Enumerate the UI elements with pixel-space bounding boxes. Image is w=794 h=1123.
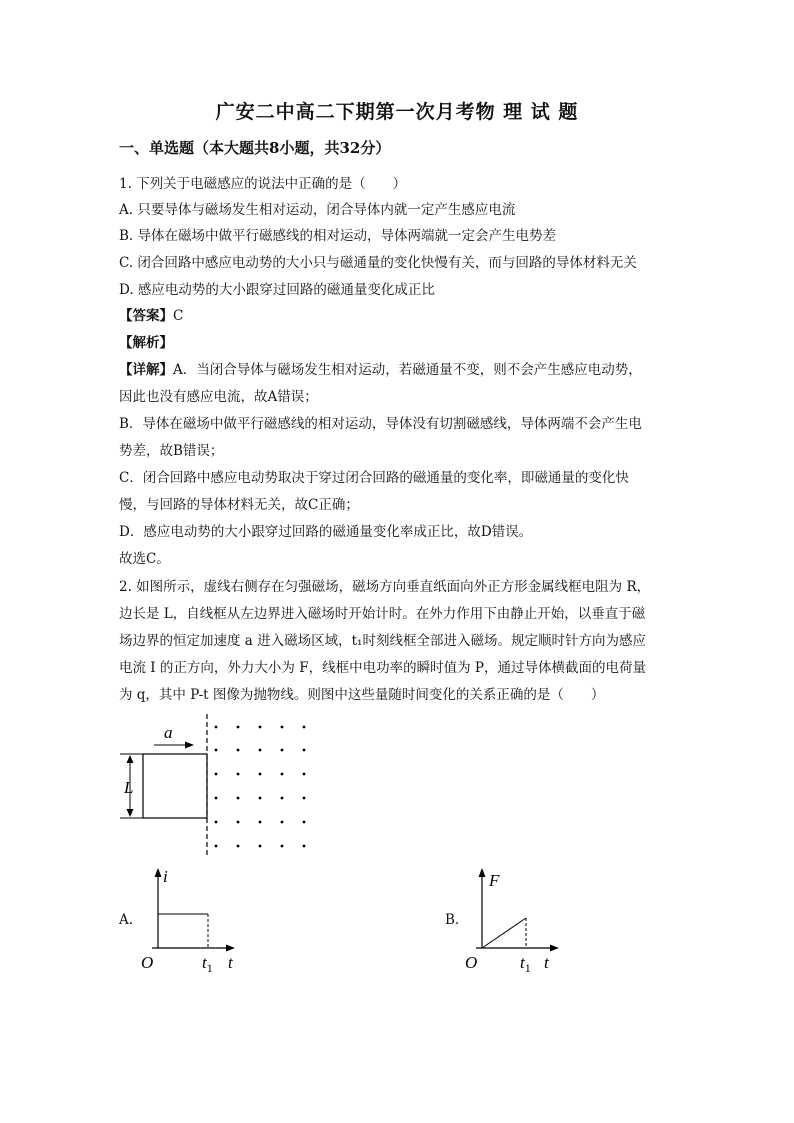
q2-stem-5: 为 q，其中 P-t 图像为抛物线。则图中这些量随时间变化的关系正确的是（ ） — [119, 687, 605, 703]
q1-stem: 1. 下列关于电磁感应的说法中正确的是（ ） — [119, 176, 407, 192]
y-axis-label: i — [163, 867, 168, 886]
q1-option-d: D. 感应电动势的大小跟穿过回路的磁通量变化成正比 — [119, 282, 435, 298]
y-axis-arrowhead — [155, 868, 162, 877]
x-axis-arrowhead — [550, 945, 559, 952]
option-a-label: A. — [119, 912, 134, 928]
y-axis-label: F — [489, 871, 500, 890]
q1-detail-1 — [119, 358, 642, 378]
field-dots — [215, 726, 306, 848]
origin-label: O — [465, 953, 478, 972]
side-arrow-down — [127, 809, 134, 817]
option-a-graph — [138, 862, 248, 974]
option-b-graph — [462, 862, 572, 974]
t1-label: $t_1$ — [202, 953, 213, 974]
q1-detail-2: 因此也没有感应电流，故A错误； — [119, 389, 318, 405]
detail-text: A．当闭合导体与磁场发生相对运动，若磁通量不变，则不会产生感应电动势， — [173, 362, 642, 378]
x-axis-arrowhead — [226, 945, 235, 952]
q2-stem-2: 边长是 L，自线框从左边界进入磁场时开始计时。在外力作用下由静止开始，以垂直于磁 — [119, 606, 646, 622]
x-axis-label: t — [228, 953, 233, 972]
q1-option-b: B. 导体在磁场中做平行磁感线的相对运动，导体两端就一定会产生电势差 — [119, 228, 557, 244]
q1-detail-7: D．感应电动势的大小跟穿过回路的磁通量变化率成正比，故D错误。 — [119, 524, 533, 540]
q2-stem-4: 电流 I 的正方向，外力大小为 F，线框中电功率的瞬时值为 P，通过导体横截面的电荷量 — [119, 660, 646, 676]
side-length-label: L — [124, 778, 134, 797]
x-axis-label: t — [544, 953, 549, 972]
q1-option-a: A. 只要导体与磁场发生相对运动，闭合导体内就一定产生感应电流 — [119, 202, 516, 218]
q2-stem-3: 场边界的恒定加速度 a 进入磁场区域，t₁时刻线框全部进入磁场。规定顺时针方向为感应 — [119, 633, 646, 649]
q2-stem-1: 2. 如图所示，虚线右侧存在匀强磁场，磁场方向垂直纸面向外正方形金属线框电阻为 R， — [119, 579, 651, 595]
section-heading: 一、单选题（本大题共8小题，共32分） — [119, 139, 391, 157]
q1-detail-4: 势差，故B错误； — [119, 443, 224, 459]
q1-detail-5: C．闭合回路中感应电动势取决于穿过闭合回路的磁通量的变化率，即磁通量的变化快 — [119, 470, 629, 486]
option-b-label: B. — [445, 912, 460, 928]
answer-value: C — [173, 308, 184, 324]
q1-answer — [119, 304, 183, 324]
t1-label: $t_1$ — [520, 953, 531, 974]
answer-tag: 【答案】 — [119, 308, 173, 324]
acceleration-arrowhead — [185, 742, 194, 749]
q1-conclusion: 故选C。 — [119, 551, 170, 567]
origin-label: O — [141, 953, 154, 972]
y-axis-arrowhead — [479, 868, 486, 877]
detail-tag: 【详解】 — [119, 362, 173, 378]
acceleration-label: a — [164, 723, 173, 742]
magnetic-field-figure — [112, 710, 322, 860]
analysis-tag: 【解析】 — [119, 335, 173, 351]
side-arrow-up — [127, 755, 134, 763]
q1-detail-6: 慢，与回路的导体材料无关，故C正确； — [119, 497, 359, 513]
square-frame — [143, 754, 207, 818]
exam-title: 广安二中高二下期第一次月考物 理 试 题 — [215, 101, 579, 123]
force-curve — [482, 918, 526, 948]
q1-option-c: C. 闭合回路中感应电动势的大小只与磁通量的变化快慢有关，而与回路的导体材料无关 — [119, 255, 637, 271]
q1-detail-3: B．导体在磁场中做平行磁感线的相对运动，导体没有切割磁感线，导体两端不会产生电 — [119, 416, 642, 432]
